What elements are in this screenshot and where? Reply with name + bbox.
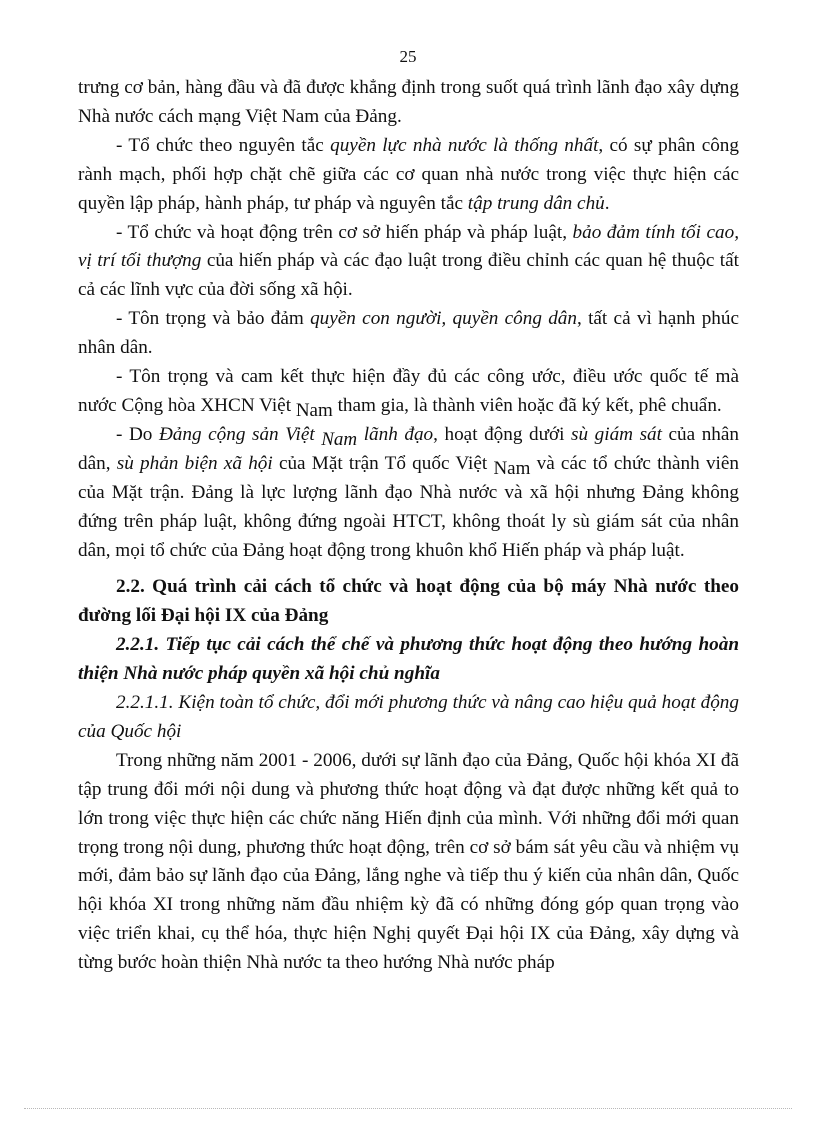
text-run: của hiến pháp và các đạo luật trong điều chỉnh các quan hệ thuộc tất cả các lĩnh vực của đời sống xã hội. [78, 250, 739, 301]
paragraph-principle-human-rights [78, 305, 739, 363]
italic-term: Đảng cộng sản Việt [158, 423, 322, 445]
footer-divider [24, 1108, 792, 1109]
subscript-word: Nam [295, 399, 333, 421]
paragraph-principle-party-leadership [78, 421, 739, 566]
text-run: của nhân dân, [78, 423, 739, 474]
italic-term: sù giám sát [571, 423, 662, 445]
text-run: , hoạt động dưới [433, 423, 572, 445]
text-run: của Mặt trận Tổ quốc Việt [272, 452, 494, 474]
paragraph-principle-unified-power [78, 132, 739, 219]
paragraph-intro-continuation: trưng cơ bản, hàng đầu và đã được khẳng định trong suốt quá trình lãnh đạo xây dựng Nhà nước cách mạng Việt Nam của Đảng. [78, 77, 739, 127]
italic-term: sù phản biện xã hội [116, 452, 273, 474]
text-run: . [604, 192, 610, 214]
section-heading-2-2-1-1: 2.2.1.1. Kiện toàn tổ chức, đổi mới phương thức và nâng cao hiệu quả hoạt động của Quốc hội [78, 692, 739, 742]
italic-term: quyền lực nhà nước là thống nhất [330, 134, 599, 156]
italic-term: lãnh đạo [357, 423, 434, 445]
paragraph-principle-constitution [78, 219, 739, 306]
italic-term: quyền con người, quyền công dân [310, 308, 577, 330]
text-run: - Tổ chức và hoạt động trên cơ sở hiến pháp và pháp luật, [116, 221, 573, 243]
page-number: 25 [399, 47, 417, 66]
subscript-word: Nam [321, 428, 358, 450]
italic-term: tập trung dân chủ [467, 192, 605, 214]
subscript-word: Nam [493, 457, 531, 479]
text-run: - Do [116, 423, 159, 445]
text-run: - Tổ chức theo nguyên tắc [116, 134, 331, 156]
text-run: - Tôn trọng và cam kết thực hiện đầy đủ các công ước, điều ước quốc tế mà nước Cộng hòa XHCN Việt [78, 366, 739, 416]
text-run: , có sự phân công rành mạch, phối hợp chặt chẽ giữa các cơ quan nhà nước trong việc thực hiện các quyền lập pháp, hành pháp, tư pháp và nguyên tắc [78, 134, 739, 214]
text-run: , tất cả vì hạnh phúc nhân dân. [78, 308, 739, 359]
section-heading-2-2-1: 2.2.1. Tiếp tục cải cách thể chế và phương thức hoạt động theo hướng hoàn thiện Nhà nước pháp quyền xã hội chủ nghĩa [78, 634, 739, 685]
text-run: tham gia, là thành viên hoặc đã ký kết, phê chuẩn. [332, 394, 722, 416]
document-body [78, 74, 739, 978]
section-heading-2-2: 2.2. Quá trình cải cách tổ chức và hoạt động của bộ máy Nhà nước theo đường lối Đại hội IX của Đảng [78, 576, 739, 627]
text-run: và các tổ chức thành viên của Mặt trận. Đảng là lực lượng lãnh đạo Nhà nước và xã hội nhưng Đảng không đứng trên pháp luật, không đứng ngoài HTCT, không thoát ly sù giám sát của nhân dân, mọi tổ chức của Đảng hoạt động trong khuôn khổ Hiến pháp và pháp luật. [78, 452, 739, 561]
italic-term: bảo đảm tính tối cao, vị trí tối thượng [78, 221, 739, 272]
text-run: - Tôn trọng và bảo đảm [116, 308, 311, 330]
paragraph-principle-international-treaties [78, 363, 739, 421]
paragraph-national-assembly: Trong những năm 2001 - 2006, dưới sự lãnh đạo của Đảng, Quốc hội khóa XI đã tập trung đổi mới nội dung và phương thức hoạt động và đạt được những kết quả to lớn trong việc thực hiện các chức năng Hiến định của mình. Với những đổi mới quan trọng trong nội dung, phương thức hoạt động, trên cơ sở bám sát yêu cầu và nhiệm vụ mới, đảm bảo sự lãnh đạo của Đảng, lắng nghe và tiếp thu ý kiến của nhân dân, Quốc hội khóa XI trong những năm đầu nhiệm kỳ đã có những đóng góp quan trọng vào việc triển khai, cụ thể hóa, thực hiện Nghị quyết Đại hội IX của Đảng, xây dựng và từng bước hoàn thiện Nhà nước ta theo hướng Nhà nước pháp [78, 749, 739, 974]
